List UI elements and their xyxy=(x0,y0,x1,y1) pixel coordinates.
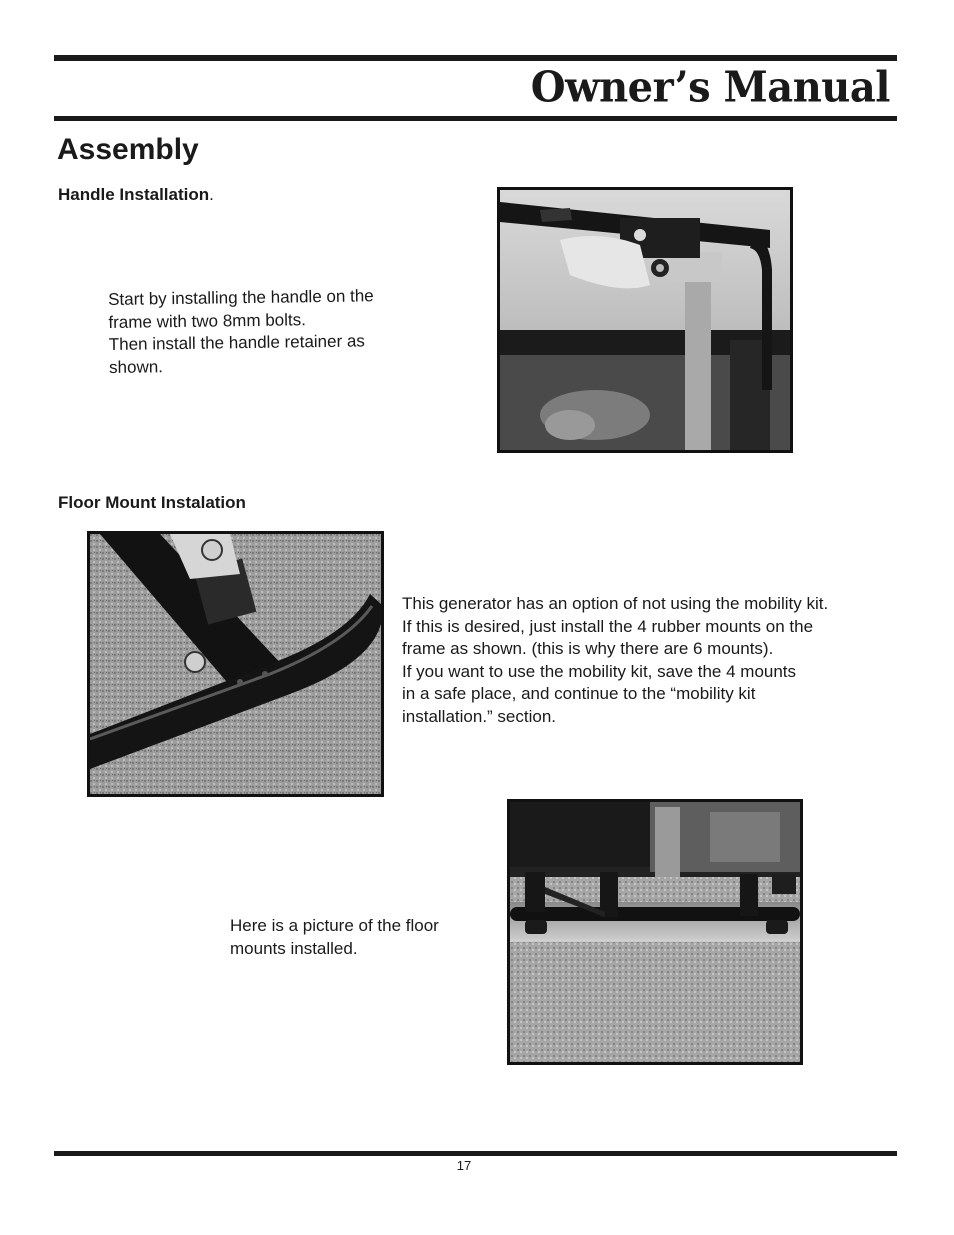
instruction-line: frame with two 8mm bolts. xyxy=(108,309,307,332)
floor-mounts-installed-photo xyxy=(507,799,803,1065)
instruction-line: Start by installing the handle on the xyxy=(108,286,374,309)
floor-mount-photo xyxy=(87,531,384,797)
handle-installation-heading xyxy=(58,185,214,205)
header-rule-top xyxy=(54,55,897,61)
floor-mount-heading: Floor Mount Instalation xyxy=(58,493,246,512)
handle-installation-photo xyxy=(497,187,793,453)
floor-mount-instructions xyxy=(402,593,828,728)
handle-installation-heading-period: . xyxy=(209,185,214,204)
manual-title: Owner’s Manual xyxy=(530,62,890,113)
instruction-line: installation.” section. xyxy=(402,706,557,726)
footer-rule xyxy=(54,1151,897,1156)
page-number: 17 xyxy=(456,1158,472,1173)
instruction-line: This generator has an option of not using the mobility kit. xyxy=(402,594,829,613)
section-heading: Assembly xyxy=(57,133,199,166)
instruction-line: If you want to use the mobility kit, save the 4 mounts xyxy=(402,661,797,681)
caption-line: Here is a picture of the floor xyxy=(230,916,439,935)
handle-installation-heading-text: Handle Installation xyxy=(58,185,210,204)
header-rule-bottom xyxy=(54,116,897,121)
floor-mounts-installed-caption xyxy=(230,915,439,960)
instruction-line: frame as shown. (this is why there are 6 mounts). xyxy=(402,639,774,658)
instruction-line: in a safe place, and continue to the “mobility kit xyxy=(402,684,756,703)
instruction-line: shown. xyxy=(108,356,164,377)
caption-line: mounts installed. xyxy=(230,938,358,958)
instruction-line: If this is desired, just install the 4 rubber mounts on the xyxy=(402,616,814,636)
handle-installation-instructions xyxy=(108,285,375,379)
instruction-line: Then install the handle retainer as xyxy=(108,331,365,354)
